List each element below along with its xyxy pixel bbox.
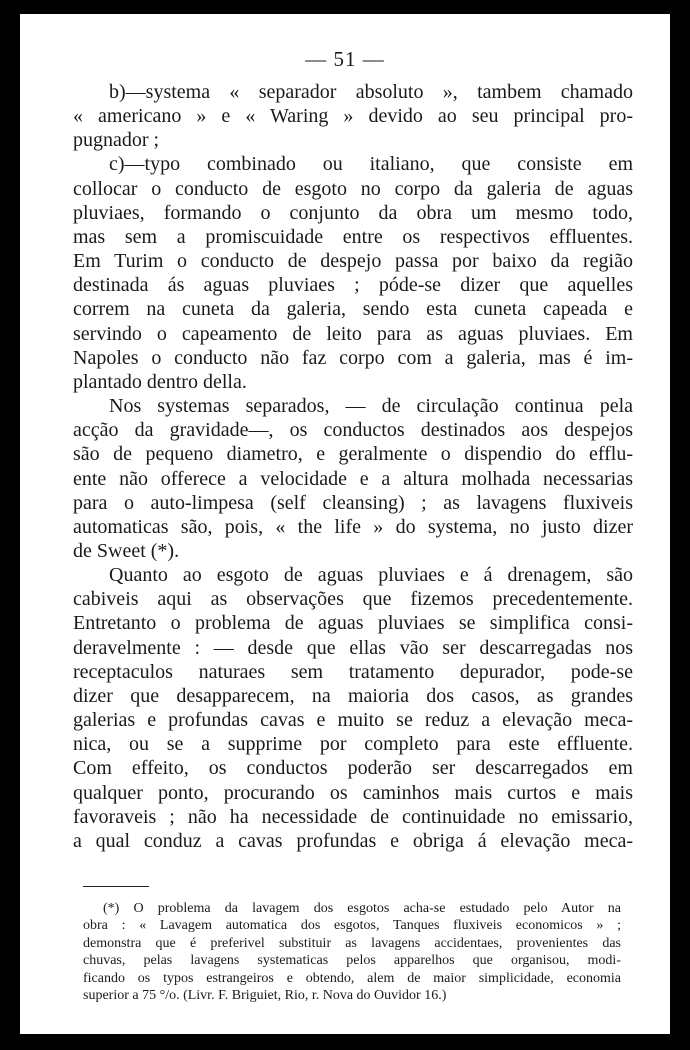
body-line: destinada ás aguas pluviaes ; póde-se dizer que aquelles <box>73 274 633 297</box>
body-line: Em Turim o conducto de despejo passa por baixo da região <box>73 250 633 273</box>
body-line: correm na cuneta da galeria, sendo esta cuneta capeada e <box>73 298 633 321</box>
body-line: Nos systemas separados, — de circulação continua pela <box>109 395 633 418</box>
body-line: receptaculos naturaes sem tratamento depurador, pode-se <box>73 660 633 683</box>
body-line: pluviaes, formando o conjunto da obra um mesmo todo, <box>73 201 633 224</box>
page-number: — 51 — <box>305 47 385 71</box>
body-line: pugnador ; <box>73 129 160 152</box>
body-line: plantado dentro della. <box>73 370 247 393</box>
footnote-line: (*) O problema da lavagem dos esgotos acha-se estudado pelo Autor na <box>103 901 621 916</box>
footnote-line: demonstra que é preferivel substituir as lavagens accidentaes, provenientes das <box>83 935 621 951</box>
body-line: Com effeito, os conductos poderão ser descarregados em <box>73 757 633 780</box>
body-line: qualquer ponto, procurando os caminhos mais curtos e mais <box>73 781 633 804</box>
body-line: b)—systema « separador absoluto », tambem chamado <box>109 81 633 103</box>
body-line: « americano » e « Waring » devido ao seu principal pro- <box>73 105 633 128</box>
book-page <box>20 14 670 1034</box>
body-line: nica, ou se a supprime por completo para este effluente. <box>73 733 633 756</box>
body-line: de Sweet (*). <box>73 539 180 562</box>
body-line: para o auto-limpesa (self cleansing) ; as lavagens fluxiveis <box>73 491 633 514</box>
body-line: mas sem a promiscuidade entre os respectivos effluentes. <box>73 225 633 248</box>
body-line: favoraveis ; não ha necessidade de continuidade no emissario, <box>73 805 633 828</box>
body-line: acção da gravidade—, os conductos destinados aos despejos <box>73 419 633 442</box>
footnote <box>83 900 621 1004</box>
body-line: dizer que desapparecem, na maioria dos casos, as grandes <box>73 684 633 707</box>
footnote-line: ficando os typos estrangeiros e obtendo, alem de maior simplicidade, economia <box>83 970 621 986</box>
body-line: deravelmente : — desde que ellas vão ser descarregadas nos <box>73 636 633 659</box>
body-text <box>73 80 633 853</box>
body-line: Quanto ao esgoto de aguas pluviaes e á drenagem, são <box>109 564 633 587</box>
body-line: Entretanto o problema de aguas pluviaes se simplifica consi- <box>73 612 633 635</box>
footnote-line: superior a 75 °/o. (Livr. F. Briguiet, Rio, r. Nova do Ouvidor 16.) <box>83 988 447 1004</box>
body-line: galerias e profundas cavas e muito se reduz a elevação meca- <box>73 709 633 732</box>
body-line: collocar o conducto de esgoto no corpo da galeria de aguas <box>73 177 633 200</box>
body-line: cabiveis aqui as observações que fizemos precedentemente. <box>73 588 633 611</box>
body-line: a qual conduz a cavas profundas e obriga á elevação meca- <box>73 829 633 852</box>
body-line: Napoles o conducto não faz corpo com a galeria, mas é im- <box>73 346 633 369</box>
body-line: são de pequeno diametro, e geralmente o dispendio do efflu- <box>73 443 633 466</box>
body-line: servindo o capeamento de leito para as aguas pluviaes. Em <box>73 322 633 345</box>
footnote-line: obra : « Lavagem automatica dos esgotos, Tanques fluxiveis economicos » ; <box>83 918 621 934</box>
footnote-divider <box>83 886 149 887</box>
body-line: c)—typo combinado ou italiano, que consiste em <box>109 153 633 176</box>
body-line: automaticas são, pois, « the life » do systema, no justo dizer <box>73 515 633 538</box>
footnote-line: chuvas, pelas lavagens systematicas pelos apparelhos que organisou, modi- <box>83 953 621 969</box>
body-line: ente não offerece a velocidade e a altura molhada necessarias <box>73 467 633 490</box>
